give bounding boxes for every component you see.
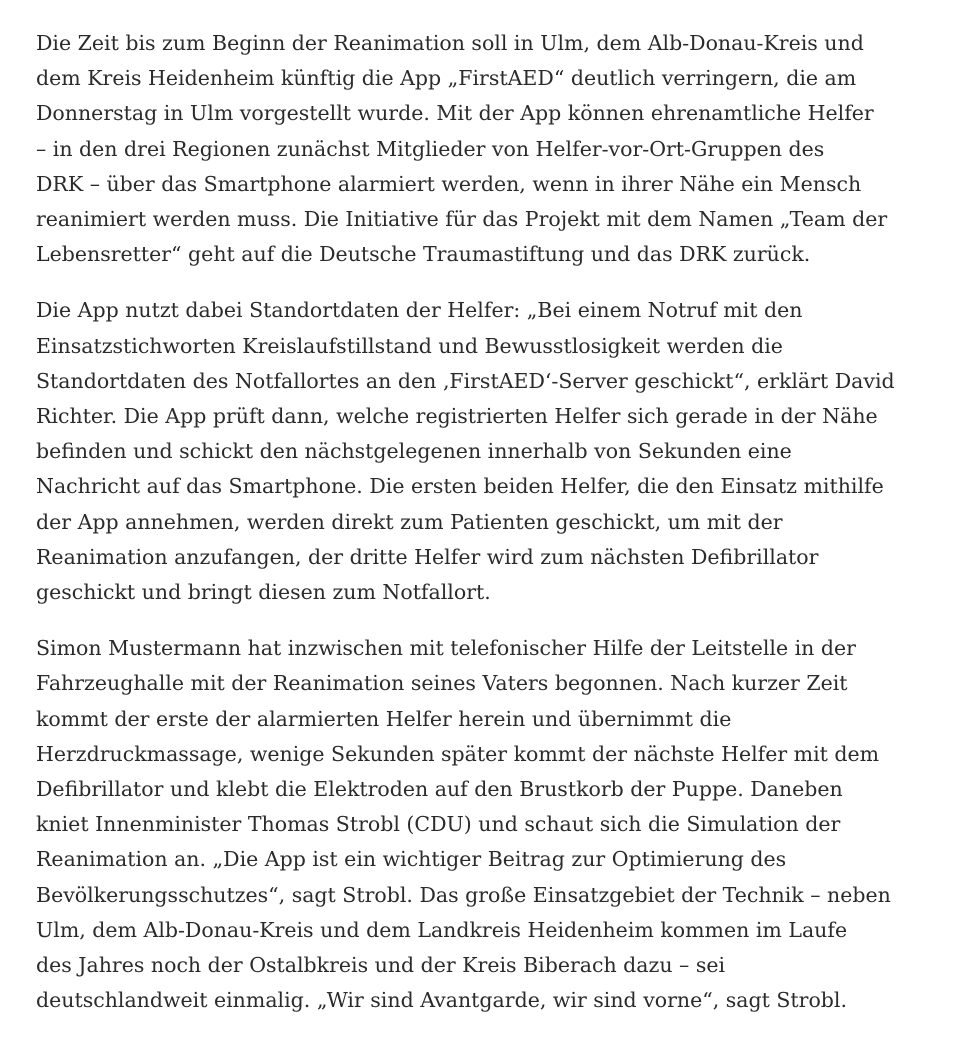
paragraph-3 bbox=[36, 631, 936, 1018]
text-line: Nachricht auf das Smartphone. Die ersten beiden Helfer, die den Einsatz mithilfe bbox=[36, 474, 884, 499]
text-line: Lebensretter“ geht auf die Deutsche Traumastiftung und das DRK zurück. bbox=[36, 242, 811, 267]
paragraph-1 bbox=[36, 26, 936, 272]
text-line: Simon Mustermann hat inzwischen mit telefonischer Hilfe der Leitstelle in der bbox=[36, 636, 856, 661]
text-line: Einsatzstichworten Kreislaufstillstand und Bewusstlosigkeit werden die bbox=[36, 333, 783, 358]
text-line: DRK – über das Smartphone alarmiert werden, wenn in ihrer Nähe ein Mensch bbox=[36, 171, 862, 196]
text-line: Fahrzeughalle mit der Reanimation seines Vaters begonnen. Nach kurzer Zeit bbox=[36, 671, 848, 696]
text-line: Reanimation an. „Die App ist ein wichtiger Beitrag zur Optimierung des bbox=[36, 847, 787, 872]
text-line: des Jahres noch der Ostalbkreis und der Kreis Biberach dazu – sei bbox=[36, 953, 726, 978]
article-body bbox=[36, 26, 936, 1018]
text-line: – in den drei Regionen zunächst Mitglieder von Helfer-vor-Ort-Gruppen des bbox=[36, 136, 825, 161]
text-line: dem Kreis Heidenheim künftig die App „FirstAED“ deutlich verringern, die am bbox=[36, 66, 857, 91]
text-line: Defibrillator und klebt die Elektroden auf den Brustkorb der Puppe. Daneben bbox=[36, 777, 843, 802]
text-line: Ulm, dem Alb-Donau-Kreis und dem Landkreis Heidenheim kommen im Laufe bbox=[36, 917, 848, 942]
text-line: kniet Innenminister Thomas Strobl (CDU) und schaut sich die Simulation der bbox=[36, 812, 841, 837]
text-line: der App annehmen, werden direkt zum Patienten geschickt, um mit der bbox=[36, 509, 783, 534]
text-line: geschickt und bringt diesen zum Notfallort. bbox=[36, 580, 491, 605]
text-line: deutschlandweit einmalig. „Wir sind Avantgarde, wir sind vorne“, sagt Strobl. bbox=[36, 988, 848, 1013]
text-line: Bevölkerungsschutzes“, sagt Strobl. Das große Einsatzgebiet der Technik – neben bbox=[36, 882, 891, 907]
text-line: Reanimation anzufangen, der dritte Helfer wird zum nächsten Defibrillator bbox=[36, 544, 819, 569]
paragraph-2 bbox=[36, 293, 936, 610]
text-line: befinden und schickt den nächstgelegenen innerhalb von Sekunden eine bbox=[36, 439, 792, 464]
text-line: Richter. Die App prüft dann, welche registrierten Helfer sich gerade in der Nähe bbox=[36, 404, 878, 429]
text-line: Standortdaten des Notfallortes an den ‚FirstAED‘-Server geschickt“, erklärt David bbox=[36, 368, 895, 393]
text-line: Die Zeit bis zum Beginn der Reanimation soll in Ulm, dem Alb-Donau-Kreis und bbox=[36, 31, 864, 55]
text-line: reanimiert werden muss. Die Initiative für das Projekt mit dem Namen „Team der bbox=[36, 207, 888, 232]
text-line: Die App nutzt dabei Standortdaten der Helfer: „Bei einem Notruf mit den bbox=[36, 298, 803, 323]
text-line: Donnerstag in Ulm vorgestellt wurde. Mit der App können ehrenamtliche Helfer bbox=[36, 101, 874, 126]
text-line: kommt der erste der alarmierten Helfer herein und übernimmt die bbox=[36, 706, 732, 731]
text-line: Herzdruckmassage, wenige Sekunden später kommt der nächste Helfer mit dem bbox=[36, 741, 880, 766]
